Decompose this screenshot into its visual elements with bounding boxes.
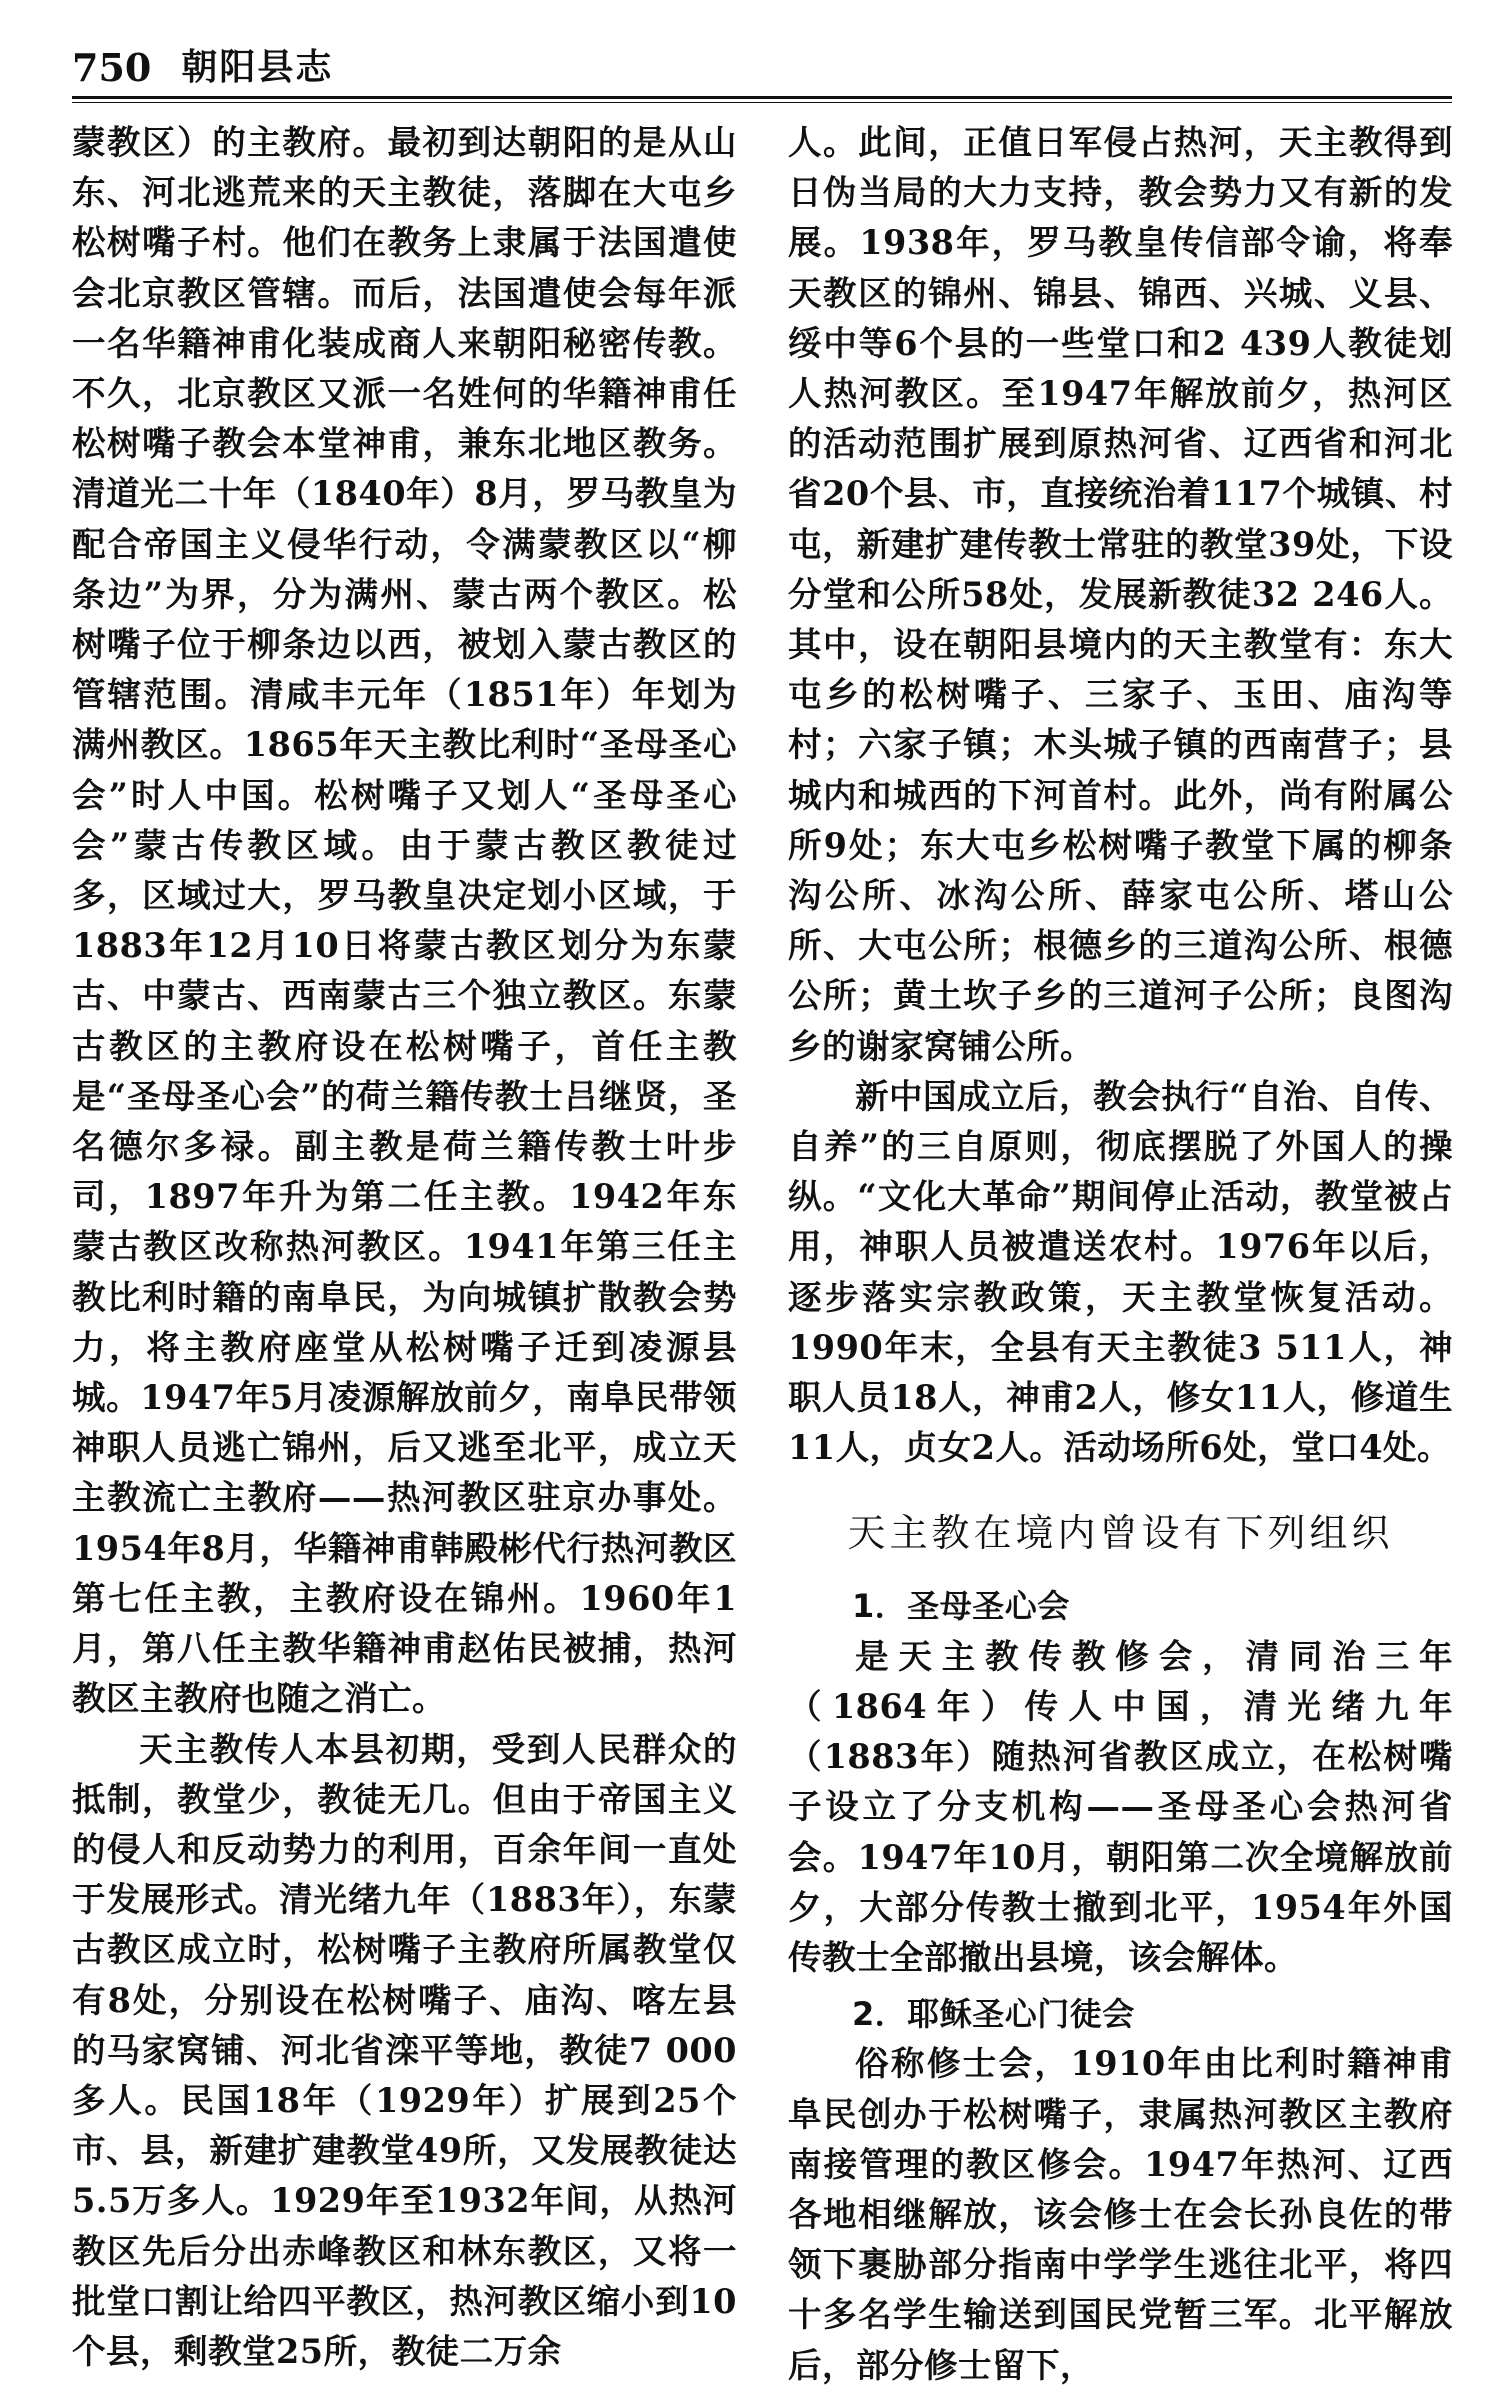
section-heading: 天主教在境内曾设有下列组织: [847, 1511, 1394, 1556]
right-paragraph-2: 新中国成立后，教会执行“自治、自传、自养”的三自原则，彻底摆脱了外国人的操纵。“文化大革命”期间停止活动，教堂被占用，神职人员被遣送农村。1976年以后，逐步落实宗教政策，天主教堂恢复活动。1990年末，全县有天主教徒3 511人，神职人员18人，神甫2人，修女11人，修道生11人，贞女2人。活动场所6处，堂口4处。: [788, 1076, 1453, 1468]
right-column: [788, 118, 1453, 2391]
left-paragraph-1: 蒙教区）的主教府。最初到达朝阳的是从山东、河北逃荒来的天主教徒，落脚在大屯乡松树嘴子村。他们在教务上隶属于法国遣使会北京教区管辖。而后，法国遣使会每年派一名华籍神甫化装成商人来朝阳秘密传教。不久，北京教区又派一名姓何的华籍神甫任松树嘴子教会本堂神甫，兼东北地区教务。清道光二十年（1840年）8月，罗马教皇为配合帝国主义侵华行动，令满蒙教区以“柳条边”为界，分为满州、蒙古两个教区。松树嘴子位于柳条边以西，被划入蒙古教区的管辖范围。清咸丰元年（1851年）年划为满州教区。1865年天主教比利时“圣母圣心会”时人中国。松树嘴子又划人“圣母圣心会”蒙古传教区域。由于蒙古教区教徒过多，区域过大，罗马教皇决定划小区域，于1883年12月10日将蒙古教区划分为东蒙古、中蒙古、西南蒙古三个独立教区。东蒙古教区的主教府设在松树嘴子，首任主教是“圣母圣心会”的荷兰籍传教士吕继贤，圣名德尔多禄。副主教是荷兰籍传教士叶步司，1897年升为第二任主教。1942年东蒙古教区改称热河教区。1941年第三任主教比利时籍的南阜民，为向城镇扩散教会势力，将主教府座堂从松树嘴子迁到凌源县城。1947年5月凌源解放前夕，南阜民带领神职人员逃亡锦州，后又逃至北平，成立天主教流亡主教府——热河教区驻京办事处。1954年8月，华籍神甫韩殿彬代行热河教区第七任主教，主教府设在锦州。1960年1月，第八任主教华籍神甫赵佑民被捕，热河教区主教府也随之消亡。: [72, 123, 737, 1719]
subsection-1-text: 是天主教传教修会，清同治三年（1864年）传人中国，清光绪九年（1883年）随热河省教区成立，在松树嘴子设立了分支机构——圣母圣心会热河省会。1947年10月，朝阳第二次全境解放前夕，大部分传教士撤到北平，1954年外国传教士全部撤出县境，该会解体。: [788, 1636, 1453, 1977]
left-column: [72, 118, 737, 2377]
header-rule-thin: [72, 102, 1452, 103]
page-number: 750: [72, 45, 152, 90]
subsection-2-text: 俗称修士会，1910年由比利时籍神甫阜民创办于松树嘴子，隶属热河教区主教府南接管理的教区修会。1947年热河、辽西各地相继解放，该会修士在会长孙良佐的带领下裹胁部分指南中学学生逃往北平，将四十多名学生输送到国民党暂三军。北平解放后，部分修士留下，: [788, 2044, 1453, 2385]
subsection-2-title: 2．耶稣圣心门徒会: [852, 1995, 1135, 2034]
header-rule: [72, 96, 1452, 99]
subsection-1-title: 1．圣母圣心会: [852, 1587, 1070, 1626]
page-header: [72, 38, 1452, 90]
left-paragraph-2: 天主教传人本县初期，受到人民群众的抵制，教堂少，教徒无几。但由于帝国主义的侵人和反动势力的利用，百余年间一直处于发展形式。清光绪九年（1883年），东蒙古教区成立时，松树嘴子主教府所属教堂仅有8处，分别设在松树嘴子、庙沟、喀左县的马家窝铺、河北省滦平等地，教徒7 000多人。民国18年（1929年）扩展到25个市、县，新建扩建教堂49所，又发展教徒达5.5万多人。1929年至1932年间，从热河教区先后分出赤峰教区和林东教区，又将一批堂口割让给四平教区，热河教区缩小到10个县，剩教堂25所，教徒二万余: [72, 1729, 737, 2371]
book-title: 朝阳县志: [181, 47, 334, 88]
right-paragraph-1: 人。此间，正值日军侵占热河，天主教得到日伪当局的大力支持，教会势力又有新的发展。1938年，罗马教皇传信部令谕，将奉天教区的锦州、锦县、锦西、兴城、义县、绥中等6个县的一些堂口和2 439人教徒划人热河教区。至1947年解放前夕，热河区的活动范围扩展到原热河省、辽西省和河北省20个县、市，直接统治着117个城镇、村屯，新建扩建传教士常驻的教堂39处，下设分堂和公所58处，发展新教徒32 246人。其中，设在朝阳县境内的天主教堂有：东大屯乡的松树嘴子、三家子、玉田、庙沟等村；六家子镇；木头城子镇的西南营子；县城内和城西的下河首村。此外，尚有附属公所9处；东大屯乡松树嘴子教堂下属的柳条沟公所、冰沟公所、薛家屯公所、塔山公所、大屯公所；根德乡的三道沟公所、根德公所；黄土坎子乡的三道河子公所；良图沟乡的谢家窝铺公所。: [788, 123, 1453, 1066]
